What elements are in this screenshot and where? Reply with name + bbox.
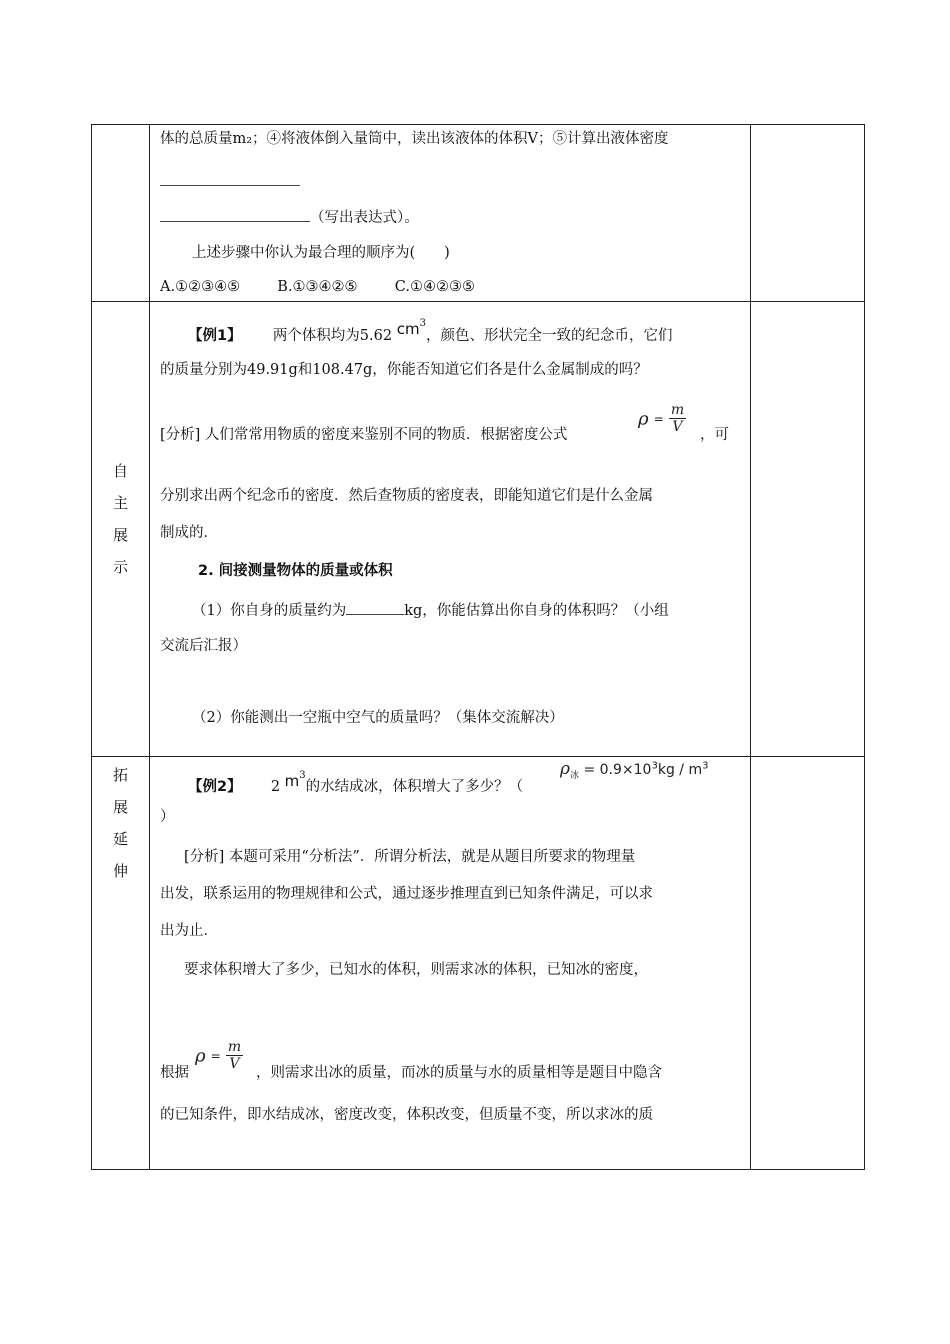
side-label-char: 展 <box>112 526 128 544</box>
side-label-char: 延 <box>112 830 128 848</box>
side-label-char: 示 <box>112 558 128 576</box>
table-row <box>92 302 865 757</box>
ice-density-formula: $\rho_冰 = 0.9\times 10^3kg / m^3$ <box>560 759 709 781</box>
example-1-tag: 【例1】 <box>188 327 242 344</box>
example-1-line: 【例1】 两个体积均为5.62 $cm^3$，颜色、形状完全一致的纪念币，它们 <box>188 318 673 344</box>
side-cell-extension <box>92 757 150 1170</box>
paragraph-line: 分别求出两个纪念币的密度．然后查物质的密度表，即能知道它们是什么金属 <box>160 488 653 504</box>
section-heading: 2. 间接测量物体的质量或体积 <box>198 563 393 579</box>
paragraph-line: ） <box>160 809 175 825</box>
density-formula: ρ = $\frac{m}{V}$ <box>638 402 685 435</box>
analysis-line: [分析] 本题可采用“分析法”．所谓分析法，就是从题目所要求的物理量 <box>184 849 636 865</box>
content-cell <box>150 757 751 1170</box>
paragraph-line: ，则需求出冰的质量，而冰的质量与水的质量相等是题目中隐含 <box>256 1065 662 1081</box>
paragraph-line: 要求体积增大了多少，已知水的体积，则需求冰的体积，已知冰的密度， <box>184 962 648 978</box>
density-formula: ρ = $\frac{m}{V}$ <box>195 1039 242 1072</box>
question-line: （2）你能测出一空瓶中空气的质量吗？（集体交流解决） <box>192 710 564 726</box>
paragraph-line: 的已知条件，即水结成冰，密度改变，体积改变，但质量不变，所以求冰的质 <box>160 1107 653 1123</box>
notes-cell <box>751 757 865 1170</box>
analysis-line: [分析] 人们常常用物质的密度来鉴别不同的物质．根据密度公式 <box>160 427 568 443</box>
side-cell-self-display <box>92 302 150 757</box>
paragraph-line: （写出表达式）。 <box>160 207 419 228</box>
side-label-char: 展 <box>112 798 128 816</box>
option-c: C.①④②③⑤ <box>394 279 475 295</box>
lesson-table <box>91 124 865 1170</box>
option-a: A.①②③④⑤ <box>160 279 241 295</box>
side-label-char: 主 <box>112 494 128 512</box>
notes-cell <box>751 302 865 757</box>
side-label-char: 自 <box>112 462 128 480</box>
example-2-tag: 【例2】 <box>188 778 242 795</box>
paragraph-line: 体的总质量m₂；④将液体倒入量筒中，读出该液体的体积V；⑤计算出液体密度 <box>160 131 669 147</box>
side-cell-empty <box>92 125 150 302</box>
question-line: 上述步骤中你认为最合理的顺序为( ) <box>192 245 450 261</box>
paragraph-line: 制成的． <box>160 525 218 541</box>
option-b: B.①③④②⑤ <box>277 279 358 295</box>
table-row <box>92 125 865 302</box>
paragraph-line: 出发，联系运用的物理规律和公式，通过逐步推理直到已知条件满足，可以求 <box>160 886 653 902</box>
analysis-line-end: ，可 <box>700 427 729 443</box>
paragraph-line: 的质量分别为49.91g和108.47g，你能否知道它们各是什么金属制成的吗？ <box>160 362 648 378</box>
paragraph-line: 根据 <box>160 1065 189 1081</box>
paragraph-line: 出为止． <box>160 923 218 939</box>
side-label-char: 拓 <box>112 766 128 784</box>
question-line: （1）你自身的质量约为 kg，你能估算出你自身的体积吗？（小组 <box>192 600 669 621</box>
answer-blank <box>160 171 300 192</box>
content-cell <box>150 302 751 757</box>
content-cell <box>150 125 751 302</box>
side-label-char: 伸 <box>112 862 128 880</box>
notes-cell <box>751 125 865 302</box>
options-line <box>160 277 475 297</box>
table-row <box>92 757 865 1170</box>
paragraph-line: 交流后汇报） <box>160 638 247 654</box>
example-2-line: 【例2】 2 $m^3$的水结成冰，体积增大了多少？（ <box>188 770 524 795</box>
